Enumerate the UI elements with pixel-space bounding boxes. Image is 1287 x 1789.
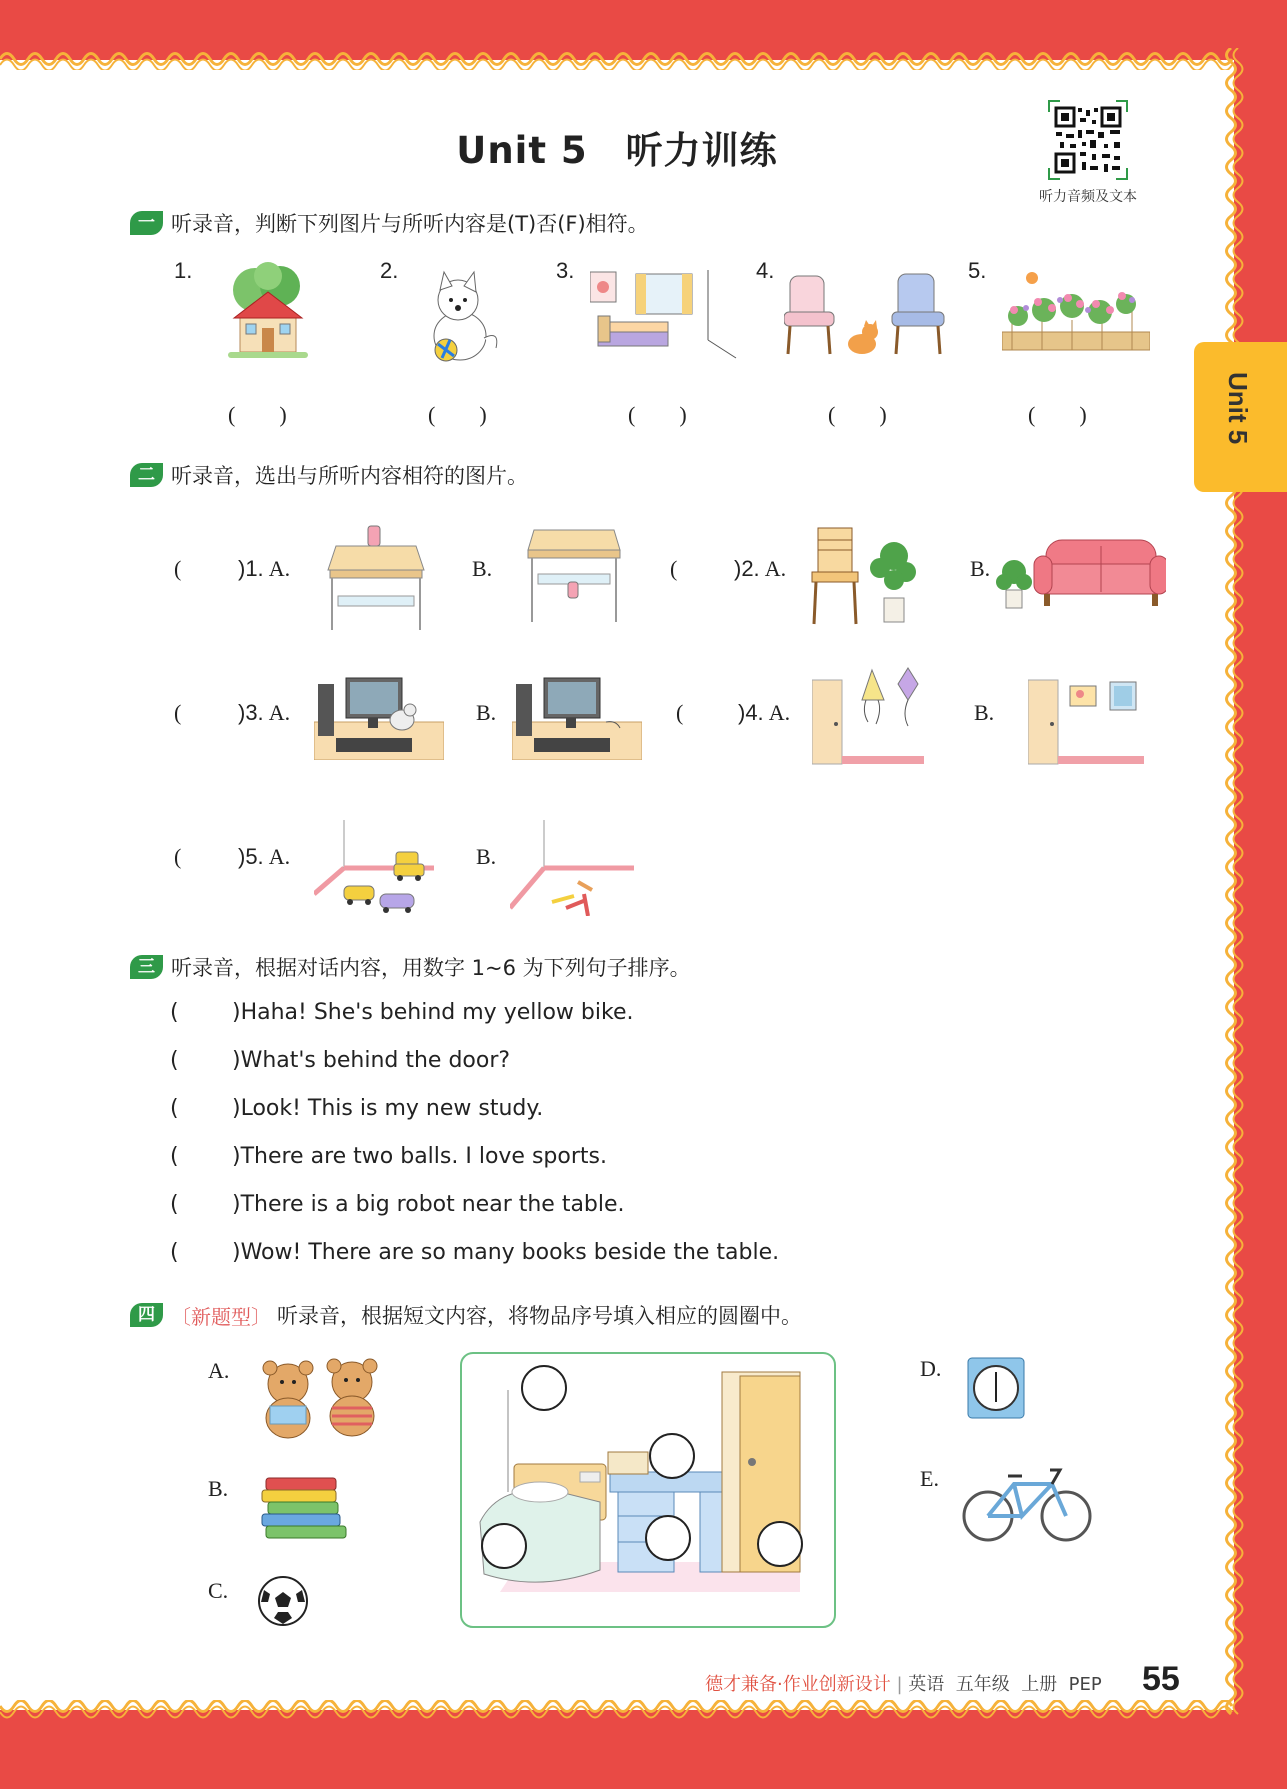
- teddy-bears-icon: [252, 1356, 392, 1442]
- s3-blank-4[interactable]: (: [170, 1144, 179, 1169]
- s1-item-2-number: 2.: [380, 258, 399, 283]
- s3-blank-5[interactable]: (: [170, 1192, 179, 1217]
- s2-q5-open-paren[interactable]: (: [174, 844, 182, 869]
- football-icon: [256, 1574, 310, 1628]
- section-3-badge: 三: [130, 955, 163, 979]
- garden-icon: [1002, 270, 1150, 356]
- s2-q1-option-b-label: B.: [472, 556, 493, 581]
- s3-sentence-5: ( )There is a big robot near the table.: [170, 1192, 625, 1217]
- page-footer: [705, 1670, 1102, 1696]
- footer-subject: 英语: [908, 1674, 945, 1695]
- clock-icon: [966, 1356, 1026, 1420]
- page-title: Unit 5 听力训练: [456, 129, 778, 172]
- section-4-instruction: 听录音，根据短文内容，将物品序号填入相应的圆圈中。: [277, 1304, 802, 1328]
- s1-item-1-number: 1.: [174, 258, 193, 283]
- s3-sentence-1: ( )Haha! She's behind my yellow bike.: [170, 1000, 634, 1025]
- wall-with-kites-icon[interactable]: [812, 666, 924, 766]
- s3-sentence-4: ( )There are two balls. I love sports.: [170, 1144, 607, 1169]
- section-1-badge: 一: [130, 211, 163, 235]
- footer-brand: 德才兼备·作业创新设计: [705, 1674, 891, 1695]
- decorative-wave-border-right: [1222, 48, 1248, 1724]
- chair-and-plant-icon[interactable]: [808, 526, 920, 628]
- s1-answer-blank-5[interactable]: ( ): [1028, 402, 1087, 427]
- s1-answer-blank-2[interactable]: ( ): [428, 402, 487, 427]
- wall-with-pictures-icon[interactable]: [1028, 678, 1144, 766]
- section-4-badge: 四: [130, 1303, 163, 1327]
- s3-blank-2[interactable]: (: [170, 1048, 179, 1073]
- s2-q3-open-paren[interactable]: (: [174, 700, 182, 725]
- s2-q5-option-b-label: B.: [476, 844, 497, 869]
- bedroom-icon: [590, 270, 740, 360]
- section-1-heading: [130, 208, 649, 238]
- house-icon: [220, 262, 315, 367]
- sofa-and-plant-icon[interactable]: [996, 534, 1166, 612]
- s1-item-4-number: 4.: [756, 258, 775, 283]
- s4-item-b-label: B.: [208, 1476, 229, 1501]
- new-question-type-tag: 〔新题型〕: [171, 1304, 271, 1329]
- s3-sentence-6: ( )Wow! There are so many books beside the table.: [170, 1240, 780, 1265]
- s4-item-d-label: D.: [920, 1356, 942, 1381]
- bedroom-scene-illustration: [460, 1352, 836, 1628]
- section-1-instruction: 听录音，判断下列图片与所听内容是(T)否(F)相符。: [171, 212, 649, 236]
- section-4-heading: [130, 1300, 802, 1330]
- s2-q4-open-paren[interactable]: (: [676, 700, 684, 725]
- s1-item-3-number: 3.: [556, 258, 575, 283]
- s3-sentence-2: ( )What's behind the door?: [170, 1048, 511, 1073]
- chairs-cat-icon: [784, 272, 949, 360]
- s2-q5-label: )5. A.: [238, 844, 291, 869]
- room-with-toy-cars-icon[interactable]: [314, 820, 444, 916]
- s3-blank-6[interactable]: (: [170, 1240, 179, 1265]
- desk-with-bottle-on-top-icon[interactable]: [326, 524, 426, 632]
- section-3-heading: [130, 952, 691, 982]
- s2-q3-option-b-label: B.: [476, 700, 497, 725]
- footer-grade: 五年级: [955, 1674, 1010, 1695]
- s2-q2-open-paren[interactable]: (: [670, 556, 678, 581]
- section-2-instruction: 听录音，选出与所听内容相符的图片。: [171, 464, 528, 488]
- s2-q4-option-b-label: B.: [974, 700, 995, 725]
- footer-separator: |: [896, 1674, 903, 1695]
- qr-code-icon[interactable]: [1048, 100, 1128, 180]
- s2-q1-label: )1. A.: [238, 556, 291, 581]
- decorative-wave-border-top: [0, 48, 1234, 70]
- s4-item-c-label: C.: [208, 1578, 229, 1603]
- qr-caption: 听力音频及文本: [1039, 189, 1137, 205]
- computer-without-cat-icon[interactable]: [512, 674, 642, 760]
- s1-answer-blank-1[interactable]: ( ): [228, 402, 287, 427]
- footer-volume: 上册: [1021, 1674, 1058, 1695]
- computer-with-cat-icon[interactable]: [314, 674, 444, 760]
- unit-side-tab: [1194, 342, 1287, 492]
- section-2-badge: 二: [130, 463, 163, 487]
- s1-answer-blank-3[interactable]: ( ): [628, 402, 687, 427]
- s3-sentence-3: ( )Look! This is my new study.: [170, 1096, 544, 1121]
- footer-edition: PEP: [1068, 1674, 1102, 1695]
- s2-q2-label: )2. A.: [734, 556, 787, 581]
- s1-answer-blank-4[interactable]: ( ): [828, 402, 887, 427]
- s4-item-e-label: E.: [920, 1466, 939, 1491]
- s2-q1-open-paren[interactable]: (: [174, 556, 182, 581]
- s3-blank-1[interactable]: (: [170, 1000, 179, 1025]
- decorative-wave-border-bottom: [0, 1700, 1234, 1722]
- side-tab-label: Unit 5: [1223, 372, 1253, 445]
- dog-icon: [418, 268, 503, 368]
- desk-with-bottle-under-icon[interactable]: [526, 528, 622, 624]
- books-icon: [258, 1476, 350, 1544]
- s2-q2-option-b-label: B.: [970, 556, 991, 581]
- room-with-crayons-icon[interactable]: [510, 820, 636, 916]
- section-2-heading: [130, 460, 528, 490]
- s2-q4-label: )4. A.: [738, 700, 791, 725]
- section-3-instruction: 听录音，根据对话内容，用数字 1~6 为下列句子排序。: [171, 956, 691, 980]
- s4-item-a-label: A.: [208, 1358, 230, 1383]
- s2-q3-label: )3. A.: [238, 700, 291, 725]
- s3-blank-3[interactable]: (: [170, 1096, 179, 1121]
- page-number: 55: [1142, 1660, 1180, 1698]
- s1-item-5-number: 5.: [968, 258, 987, 283]
- bike-icon: [960, 1460, 1094, 1546]
